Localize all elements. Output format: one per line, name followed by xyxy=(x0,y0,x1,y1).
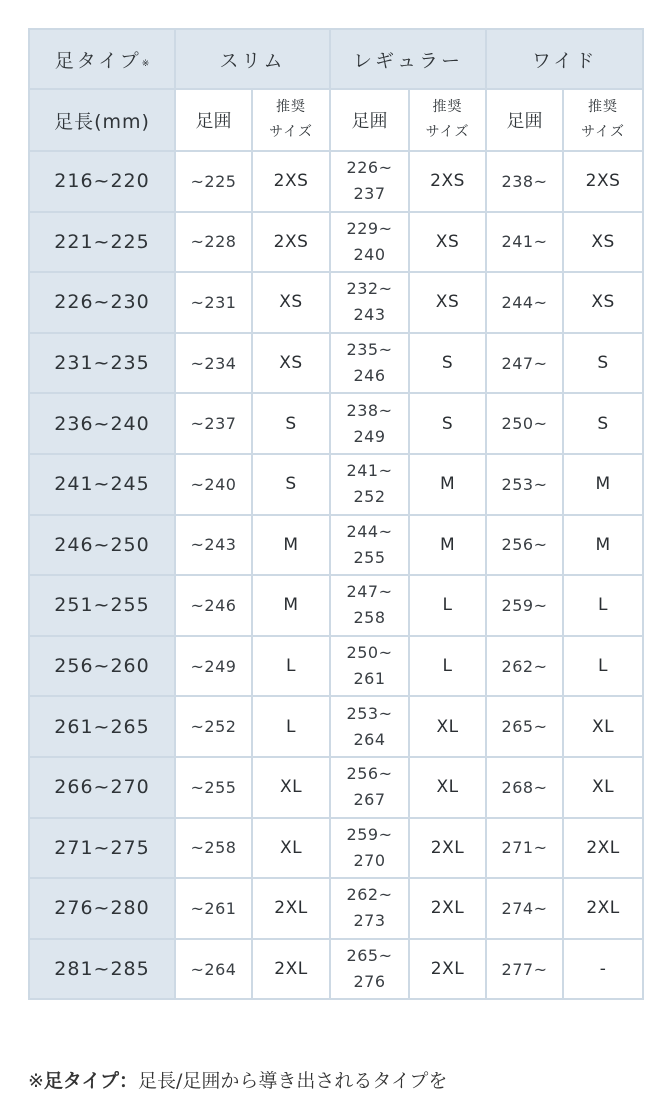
table-row xyxy=(29,878,643,939)
table-row xyxy=(29,757,643,818)
slim-size-cell: L xyxy=(252,636,330,697)
wide-girth-cell: 259~ xyxy=(486,575,563,636)
regular-girth-cell: 238~ 249 xyxy=(330,393,409,454)
foot-length-cell: 236~240 xyxy=(29,393,175,454)
wide-girth-cell: 274~ xyxy=(486,878,563,939)
wide-recommended-header: 推奨 サイズ xyxy=(563,89,643,151)
slim-size-cell: S xyxy=(252,454,330,515)
regular-girth-cell: 229~ 240 xyxy=(330,212,409,273)
table-row xyxy=(29,393,643,454)
slim-girth-header: 足囲 xyxy=(175,89,252,151)
regular-girth-cell: 259~ 270 xyxy=(330,818,409,879)
wide-girth-cell: 253~ xyxy=(486,454,563,515)
wide-girth-cell: 247~ xyxy=(486,333,563,394)
wide-size-cell: M xyxy=(563,515,643,576)
regular-girth-cell: 256~ 267 xyxy=(330,757,409,818)
foot-length-cell: 241~245 xyxy=(29,454,175,515)
regular-size-cell: 2XL xyxy=(409,939,486,1000)
regular-girth-cell: 247~ 258 xyxy=(330,575,409,636)
wide-girth-cell: 250~ xyxy=(486,393,563,454)
slim-size-cell: L xyxy=(252,696,330,757)
table-row xyxy=(29,333,643,394)
regular-girth-cell: 265~ 276 xyxy=(330,939,409,1000)
foot-length-cell: 271~275 xyxy=(29,818,175,879)
regular-girth-cell: 262~ 273 xyxy=(330,878,409,939)
size-chart xyxy=(28,28,642,1000)
regular-girth-cell: 250~ 261 xyxy=(330,636,409,697)
slim-girth-cell: ~258 xyxy=(175,818,252,879)
wide-girth-cell: 265~ xyxy=(486,696,563,757)
regular-size-cell: XL xyxy=(409,757,486,818)
foot-length-cell: 251~255 xyxy=(29,575,175,636)
foot-length-cell: 276~280 xyxy=(29,878,175,939)
regular-girth-cell: 241~ 252 xyxy=(330,454,409,515)
slim-recommended-header: 推奨 サイズ xyxy=(252,89,330,151)
wide-size-cell: XL xyxy=(563,757,643,818)
wide-size-cell: L xyxy=(563,575,643,636)
wide-girth-cell: 268~ xyxy=(486,757,563,818)
foot-length-header: 足長(mm) xyxy=(29,89,175,151)
regular-size-cell: 2XS xyxy=(409,151,486,212)
regular-girth-cell: 253~ 264 xyxy=(330,696,409,757)
regular-girth-cell: 226~ 237 xyxy=(330,151,409,212)
size-table xyxy=(28,28,644,1000)
wide-size-cell: S xyxy=(563,333,643,394)
table-row xyxy=(29,212,643,273)
wide-girth-cell: 241~ xyxy=(486,212,563,273)
slim-girth-cell: ~261 xyxy=(175,878,252,939)
regular-size-cell: M xyxy=(409,454,486,515)
foot-length-cell: 261~265 xyxy=(29,696,175,757)
slim-size-cell: 2XS xyxy=(252,212,330,273)
wide-size-cell: M xyxy=(563,454,643,515)
regular-size-cell: XS xyxy=(409,272,486,333)
wide-header: ワイド xyxy=(486,29,643,89)
wide-girth-cell: 262~ xyxy=(486,636,563,697)
table-row xyxy=(29,272,643,333)
wide-girth-cell: 271~ xyxy=(486,818,563,879)
slim-size-cell: XS xyxy=(252,272,330,333)
wide-size-cell: 2XL xyxy=(563,818,643,879)
foot-length-cell: 266~270 xyxy=(29,757,175,818)
regular-size-cell: XL xyxy=(409,696,486,757)
slim-girth-cell: ~249 xyxy=(175,636,252,697)
slim-size-cell: M xyxy=(252,515,330,576)
foot-type-header: 足タイプ※ xyxy=(29,29,175,89)
slim-size-cell: 2XS xyxy=(252,151,330,212)
slim-girth-cell: ~255 xyxy=(175,757,252,818)
slim-girth-cell: ~225 xyxy=(175,151,252,212)
regular-girth-cell: 235~ 246 xyxy=(330,333,409,394)
slim-girth-cell: ~234 xyxy=(175,333,252,394)
regular-size-cell: 2XL xyxy=(409,818,486,879)
regular-girth-cell: 232~ 243 xyxy=(330,272,409,333)
slim-girth-cell: ~252 xyxy=(175,696,252,757)
foot-length-cell: 231~235 xyxy=(29,333,175,394)
foot-length-cell: 221~225 xyxy=(29,212,175,273)
slim-size-cell: M xyxy=(252,575,330,636)
slim-size-cell: XL xyxy=(252,818,330,879)
slim-size-cell: 2XL xyxy=(252,939,330,1000)
slim-girth-cell: ~228 xyxy=(175,212,252,273)
slim-girth-cell: ~246 xyxy=(175,575,252,636)
table-row xyxy=(29,454,643,515)
slim-girth-cell: ~240 xyxy=(175,454,252,515)
slim-girth-cell: ~231 xyxy=(175,272,252,333)
wide-size-cell: L xyxy=(563,636,643,697)
regular-size-cell: L xyxy=(409,636,486,697)
footnote: ※足タイプ：足長/足囲から導き出されるタイプを xyxy=(28,1070,448,1092)
regular-size-cell: M xyxy=(409,515,486,576)
table-row xyxy=(29,636,643,697)
table-row xyxy=(29,151,643,212)
slim-girth-cell: ~264 xyxy=(175,939,252,1000)
table-body xyxy=(29,151,643,999)
wide-size-cell: S xyxy=(563,393,643,454)
table-row xyxy=(29,939,643,1000)
regular-size-cell: 2XL xyxy=(409,878,486,939)
wide-size-cell: 2XS xyxy=(563,151,643,212)
table-row xyxy=(29,696,643,757)
slim-girth-cell: ~243 xyxy=(175,515,252,576)
slim-size-cell: 2XL xyxy=(252,878,330,939)
header-row-types xyxy=(29,29,643,89)
regular-size-cell: S xyxy=(409,393,486,454)
regular-girth-header: 足囲 xyxy=(330,89,409,151)
regular-size-cell: L xyxy=(409,575,486,636)
wide-girth-cell: 256~ xyxy=(486,515,563,576)
slim-size-cell: S xyxy=(252,393,330,454)
wide-size-cell: XS xyxy=(563,272,643,333)
regular-size-cell: XS xyxy=(409,212,486,273)
header-row-columns xyxy=(29,89,643,151)
slim-girth-cell: ~237 xyxy=(175,393,252,454)
wide-girth-header: 足囲 xyxy=(486,89,563,151)
foot-length-cell: 281~285 xyxy=(29,939,175,1000)
wide-size-cell: 2XL xyxy=(563,878,643,939)
foot-length-cell: 226~230 xyxy=(29,272,175,333)
slim-size-cell: XS xyxy=(252,333,330,394)
wide-size-cell: - xyxy=(563,939,643,1000)
wide-size-cell: XS xyxy=(563,212,643,273)
slim-header: スリム xyxy=(175,29,330,89)
slim-size-cell: XL xyxy=(252,757,330,818)
table-row xyxy=(29,575,643,636)
regular-size-cell: S xyxy=(409,333,486,394)
foot-length-cell: 256~260 xyxy=(29,636,175,697)
regular-header: レギュラー xyxy=(330,29,486,89)
foot-length-cell: 216~220 xyxy=(29,151,175,212)
wide-girth-cell: 277~ xyxy=(486,939,563,1000)
foot-type-mark: ※ xyxy=(141,58,150,69)
wide-girth-cell: 238~ xyxy=(486,151,563,212)
regular-recommended-header: 推奨 サイズ xyxy=(409,89,486,151)
table-row xyxy=(29,818,643,879)
regular-girth-cell: 244~ 255 xyxy=(330,515,409,576)
table-row xyxy=(29,515,643,576)
wide-size-cell: XL xyxy=(563,696,643,757)
wide-girth-cell: 244~ xyxy=(486,272,563,333)
foot-length-cell: 246~250 xyxy=(29,515,175,576)
